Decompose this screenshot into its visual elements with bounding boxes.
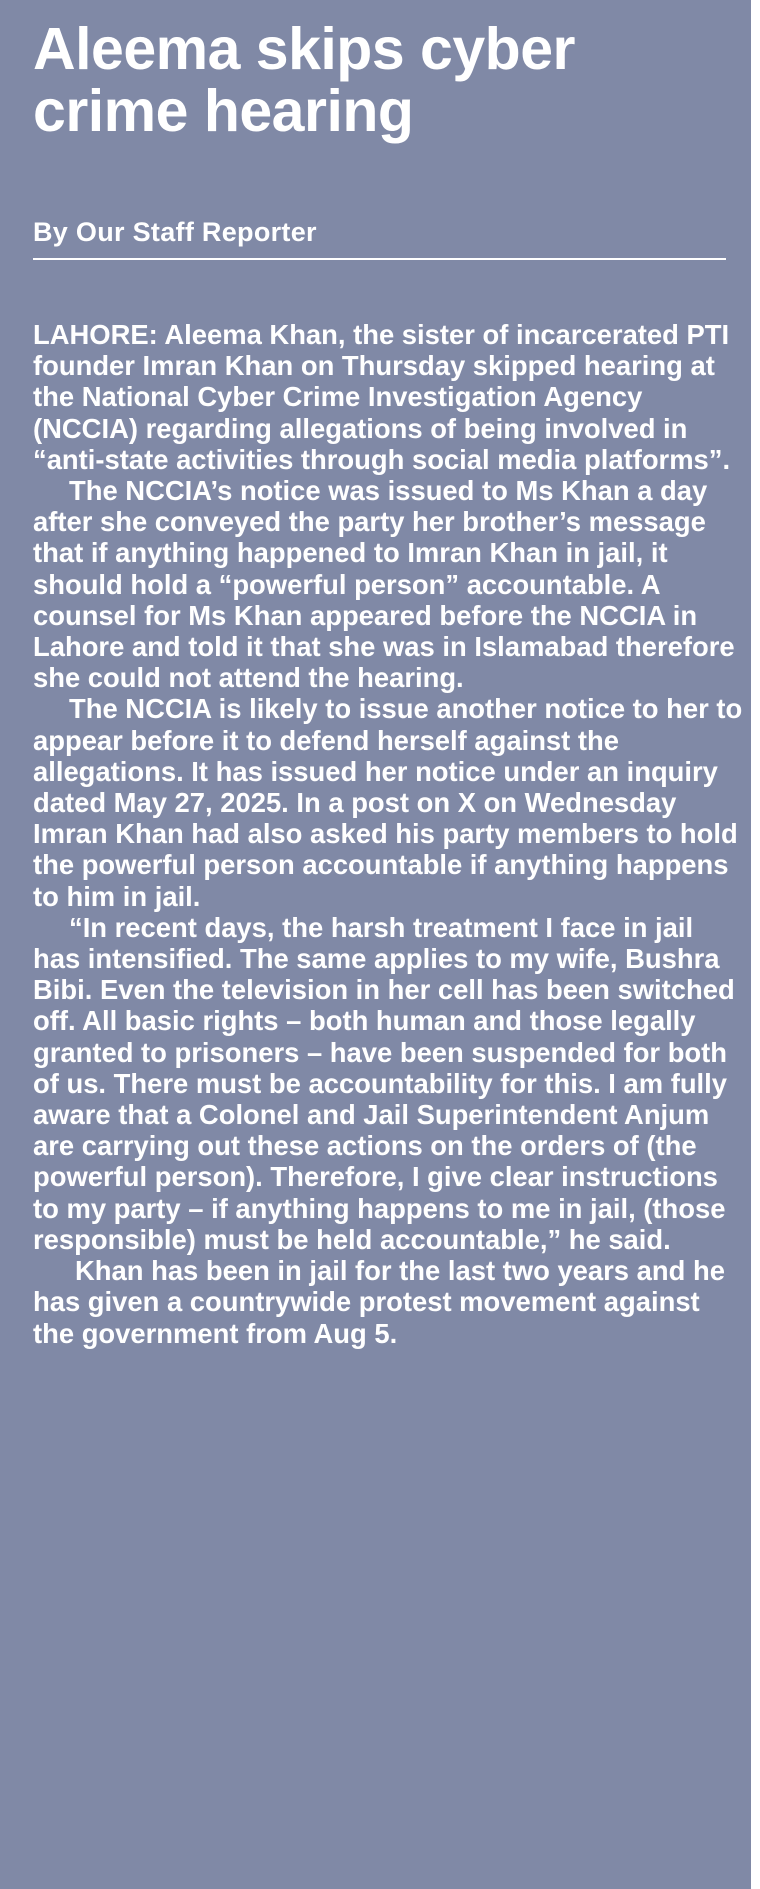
byline-divider [33, 258, 726, 260]
headline: Aleema skips cyber crime hearing [33, 16, 575, 144]
byline: By Our Staff Reporter [33, 217, 317, 247]
paragraph: The NCCIA’s notice was issued to Ms Khan a day after she conveyed the party her brother’s message that if anything happened to Imran Khan in jail, it should hold a “powerful person” accountable. A counsel for Ms Khan appeared before the NCCIA in Lahore and told it that she was in Islamabad therefore she could not attend the hearing. [33, 475, 735, 694]
paragraph: The NCCIA is likely to issue another notice to her to appear before it to defend herself against the allegations. It has issued her notice under an inquiry dated May 27, 2025. In a post on X on Wednesday Imran Khan had also asked his party members to hold the powerful person accountable if anything happens to him in jail. [33, 693, 743, 912]
paragraph: Khan has been in jail for the last two years and he has given a countrywide protest movement against the government from Aug 5. [33, 1255, 725, 1349]
paragraph-lede: LAHORE: Aleema Khan, the sister of incarcerated PTI founder Imran Khan on Thursday skipped hearing at the National Cyber Crime Investigation Agency (NCCIA) regarding allegations of being involved in “anti-state activities through social media platforms”. [33, 319, 731, 475]
article-body [33, 319, 745, 1349]
paragraph-quote: “In recent days, the harsh treatment I face in jail has intensified. The same applies to my wife, Bushra Bibi. Even the television in her cell has been switched off. All basic rights – both human and those legally granted to prisoners – have been suspended for both of us. There must be accountability for this. I am fully aware that a Colonel and Jail Superintendent Anjum are carrying out these actions on the orders of (the powerful person). Therefore, I give clear instructions to my party – if anything happens to me in jail, (those responsible) must be held accountable,” he said. [33, 911, 735, 1255]
